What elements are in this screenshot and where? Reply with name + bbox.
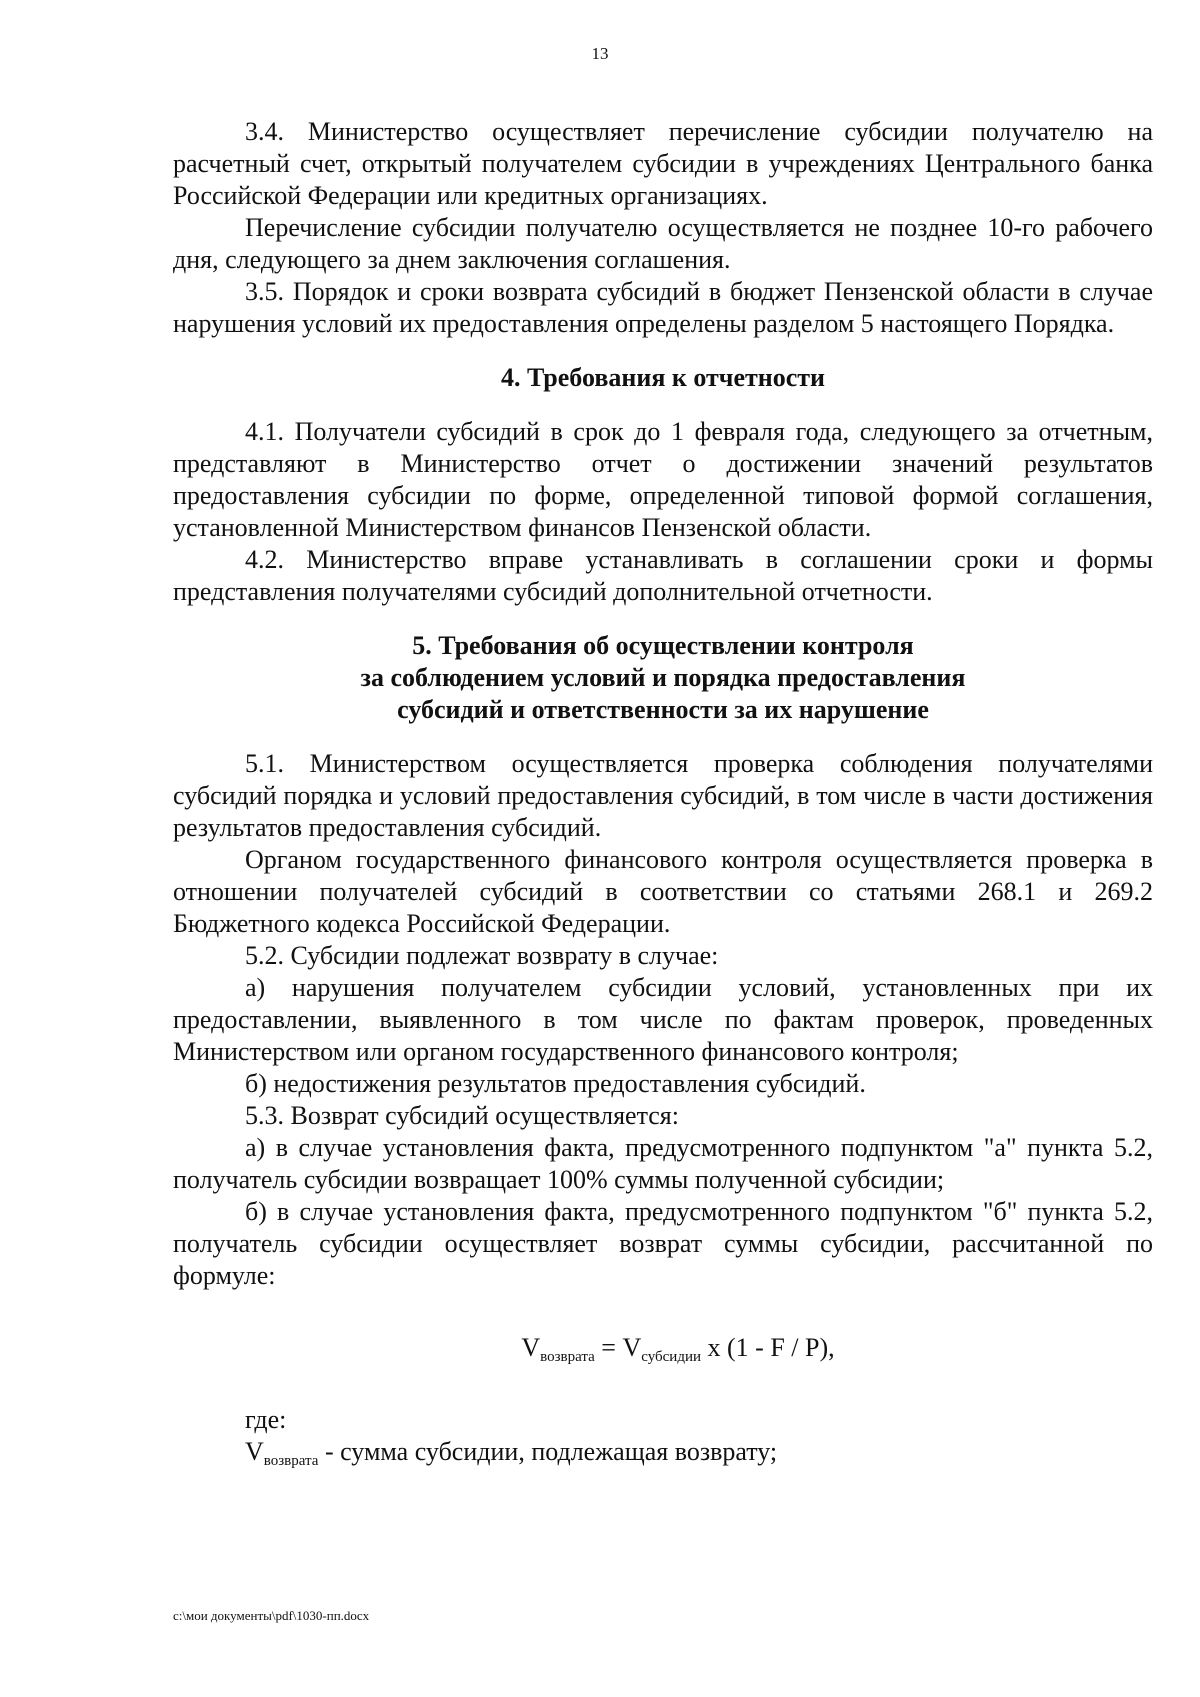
paragraph-control-body: Органом государственного финансового контроля осуществляется проверка в отношении получателей субсидий в соответствии со статьями 268.1 и 269.2 Бюджетного кодекса Российской Федерации. [173, 845, 1153, 938]
paragraph-transfer-deadline: Перечисление субсидии получателю осуществляется не позднее 10-го рабочего дня, следующего за днем заключения соглашения. [173, 213, 1153, 274]
definition-v-refund [173, 1436, 1153, 1468]
formula-sub-subsidy: субсидии [641, 1349, 702, 1365]
definition-text: - сумма субсидии, подлежащая возврату; [318, 1437, 778, 1466]
document-body [173, 116, 1153, 1468]
formula-sub-refund: возврата [540, 1349, 595, 1365]
section-5-heading [173, 630, 1153, 726]
section-4-heading: 4. Требования к отчетности [500, 363, 826, 392]
paragraph-4-2: 4.2. Министерство вправе устанавливать в соглашении сроки и формы представления получателями субсидий дополнительной отчетности. [173, 545, 1153, 606]
paragraph-3-5: 3.5. Порядок и сроки возврата субсидий в бюджет Пензенской области в случае нарушения условий их предоставления определены разделом 5 настоящего Порядка. [173, 277, 1153, 338]
section-5-heading-line-2: за соблюдением условий и порядка предоставления [360, 663, 966, 692]
definition-v: V [245, 1437, 264, 1466]
paragraph-5-2: 5.2. Субсидии подлежат возврату в случае: [245, 941, 719, 970]
file-path-footer: c:\мои документы\pdf\1030-пп.docx [173, 1608, 370, 1623]
formula-v-subsidy: V [622, 1333, 642, 1362]
paragraph-5-3-b: б) в случае установления факта, предусмотренного подпунктом "б" пункта 5.2, получатель субсидии осуществляет возврат суммы субсидии, рассчитанной по формуле: [173, 1197, 1153, 1290]
where-label: где: [245, 1405, 287, 1434]
paragraph-3-4: 3.4. Министерство осуществляет перечисление субсидии получателю на расчетный счет, открытый получателем субсидии в учреждениях Центрального банка Российской Федерации или кредитных организациях. [173, 117, 1153, 210]
formula-v-refund: V [521, 1333, 541, 1362]
definition-sub: возврата [263, 1453, 319, 1469]
section-5-heading-line-3: субсидий и ответственности за их нарушение [397, 695, 929, 724]
paragraph-5-3: 5.3. Возврат субсидий осуществляется: [245, 1101, 679, 1130]
page-number: 13 [591, 44, 609, 63]
paragraph-5-2-a: а) нарушения получателем субсидии условий, установленных при их предоставлении, выявленного в том числе по фактам проверок, проведенных Министерством или органом государственного финансового контроля; [173, 973, 1153, 1066]
section-5-heading-line-1: 5. Требования об осуществлении контроля [412, 631, 914, 660]
paragraph-5-2-b: б) недостижения результатов предоставления субсидий. [245, 1069, 866, 1098]
formula-equals: = [594, 1333, 623, 1362]
refund-formula [173, 1332, 1153, 1364]
formula-rest: х (1 - F / P), [701, 1333, 835, 1362]
paragraph-4-1: 4.1. Получатели субсидий в срок до 1 февраля года, следующего за отчетным, представляют в Министерство отчет о достижении значений результатов предоставления субсидии по форме, определенной типовой формой соглашения, установленной Министерством финансов Пензенской области. [173, 417, 1153, 542]
paragraph-5-1: 5.1. Министерством осуществляется проверка соблюдения получателями субсидий порядка и условий предоставления субсидий, в том числе в части достижения результатов предоставления субсидий. [173, 749, 1153, 842]
paragraph-5-3-a: а) в случае установления факта, предусмотренного подпунктом "а" пункта 5.2, получатель субсидии возвращает 100% суммы полученной субсидии; [173, 1133, 1153, 1194]
